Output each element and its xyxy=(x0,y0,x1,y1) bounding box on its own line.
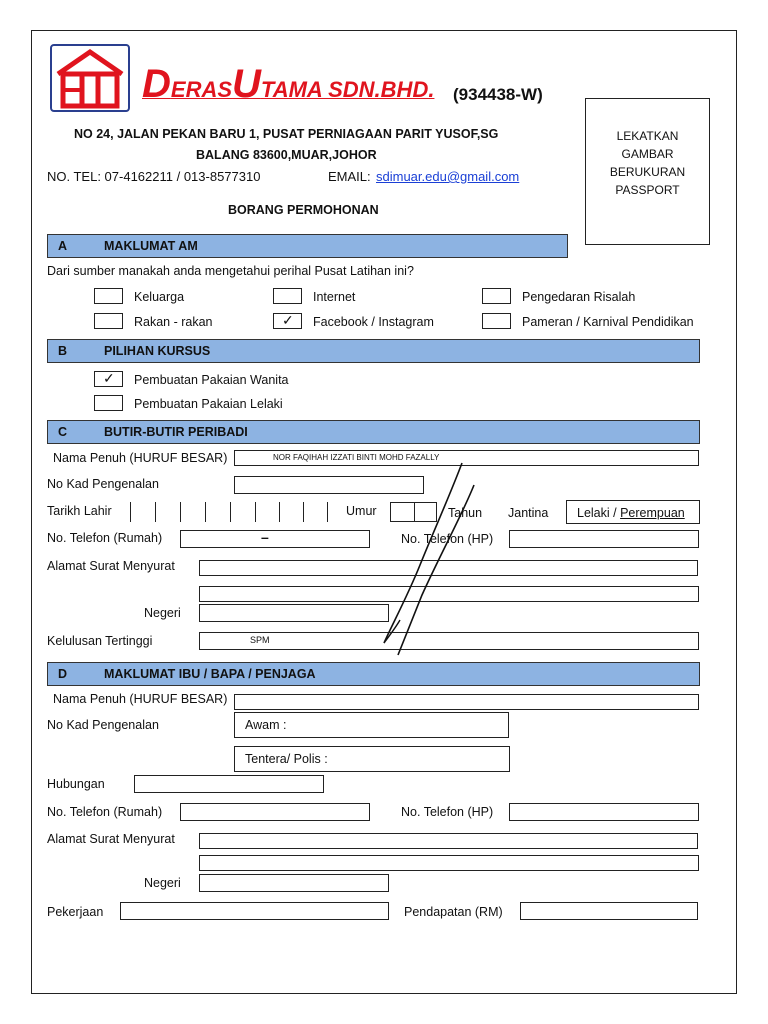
education-label: Kelulusan Tertinggi xyxy=(47,634,153,648)
state-label: Negeri xyxy=(144,606,181,620)
form-title: BORANG PERMOHONAN xyxy=(228,203,379,217)
guardian-ic-civil-field[interactable] xyxy=(234,712,509,738)
option-label: Pameran / Karnival Pendidikan xyxy=(522,315,694,329)
phone-home-value: – xyxy=(261,529,269,545)
email-link[interactable]: sdimuar.edu@gmail.com xyxy=(376,169,520,184)
option-label: Pembuatan Pakaian Wanita xyxy=(134,373,289,387)
source-question: Dari sumber manakah anda mengetahui perihal Pusat Latihan ini? xyxy=(47,264,414,278)
checkbox-pameran[interactable] xyxy=(482,313,511,329)
section-title: BUTIR-BUTIR PERIBADI xyxy=(104,425,248,439)
phone-home-label: No. Telefon (Rumah) xyxy=(47,531,163,545)
dob-field[interactable] xyxy=(130,502,328,522)
phone-home-field[interactable] xyxy=(180,530,370,548)
option-label: Rakan - rakan xyxy=(134,315,213,329)
age-label: Umur xyxy=(346,504,377,518)
section-letter: D xyxy=(58,667,68,681)
ic-label: No Kad Pengenalan xyxy=(47,477,159,491)
guardian-ic-military-field[interactable] xyxy=(234,746,510,772)
checkbox-pakaian-wanita[interactable]: ✓ xyxy=(94,371,123,387)
phone-hp-field[interactable] xyxy=(509,530,699,548)
option-label: Internet xyxy=(313,290,356,304)
dob-divider xyxy=(155,502,156,522)
dob-divider xyxy=(255,502,256,522)
gender-option-female: Perempuan xyxy=(620,506,685,520)
dob-divider xyxy=(230,502,231,522)
section-letter: A xyxy=(58,239,68,253)
ic-civil-label: Awam : xyxy=(245,718,287,732)
checkbox-pakaian-lelaki[interactable] xyxy=(94,395,123,411)
education-value: SPM xyxy=(250,635,270,645)
section-title: MAKLUMAT AM xyxy=(104,239,198,253)
guardian-state-field[interactable] xyxy=(199,874,389,892)
checkbox-keluarga[interactable] xyxy=(94,288,123,304)
checkbox-facebook[interactable]: ✓ xyxy=(273,313,302,329)
guardian-address-line-2-field[interactable] xyxy=(199,855,699,871)
photo-box-line: LEKATKAN xyxy=(616,129,679,143)
photo-box-line: PASSPORT xyxy=(615,183,680,197)
section-title: MAKLUMAT IBU / BAPA / PENJAGA xyxy=(104,667,316,681)
checkbox-rakan[interactable] xyxy=(94,313,123,329)
option-label: Pembuatan Pakaian Lelaki xyxy=(134,397,283,411)
year-label: Tahun xyxy=(448,506,483,520)
job-field[interactable] xyxy=(120,902,389,920)
pen-strokes xyxy=(370,455,483,660)
guardian-phone-hp-label: No. Telefon (HP) xyxy=(401,805,494,819)
dob-divider xyxy=(303,502,304,522)
job-label: Pekerjaan xyxy=(47,905,104,919)
guardian-phone-home-label: No. Telefon (Rumah) xyxy=(47,805,163,819)
option-label: Keluarga xyxy=(134,290,185,304)
gender-option-male: Lelaki / xyxy=(577,506,621,520)
section-b-header xyxy=(47,339,700,363)
section-letter: B xyxy=(58,344,68,358)
photo-box-line: BERUKURAN xyxy=(609,165,686,179)
address-label: Alamat Surat Menyurat xyxy=(47,559,175,573)
dob-divider xyxy=(279,502,280,522)
checkbox-internet[interactable] xyxy=(273,288,302,304)
company-name: DERASUTAMA SDN.BHD. xyxy=(142,62,435,106)
name-label: Nama Penuh (HURUF BESAR) xyxy=(53,451,228,465)
guardian-phone-home-field[interactable] xyxy=(180,803,370,821)
section-letter: C xyxy=(58,425,68,439)
address-line-1: NO 24, JALAN PEKAN BARU 1, PUSAT PERNIAGAAN PARIT YUSOF,SG xyxy=(74,127,499,141)
telephone-line: NO. TEL: 07-4162211 / 013-8577310 xyxy=(47,169,261,184)
name-value: NOR FAQIHAH IZZATI BINTI MOHD FAZALLY xyxy=(273,453,440,462)
dob-label: Tarikh Lahir xyxy=(47,504,112,518)
section-title: PILIHAN KURSUS xyxy=(104,344,211,358)
guardian-name-label: Nama Penuh (HURUF BESAR) xyxy=(53,692,228,706)
registration-number: (934438-W) xyxy=(453,85,543,104)
phone-hp-label: No. Telefon (HP) xyxy=(401,532,494,546)
guardian-name-field[interactable] xyxy=(234,694,699,710)
address-line-2: BALANG 83600,MUAR,JOHOR xyxy=(196,148,377,162)
gender-field[interactable] xyxy=(566,500,700,524)
checkbox-risalah[interactable] xyxy=(482,288,511,304)
section-d-header xyxy=(47,662,700,686)
option-label: Facebook / Instagram xyxy=(313,315,434,329)
guardian-phone-hp-field[interactable] xyxy=(509,803,699,821)
gender-label: Jantina xyxy=(508,506,549,520)
relation-label: Hubungan xyxy=(47,777,105,791)
option-label: Pengedaran Risalah xyxy=(522,290,636,304)
dob-divider xyxy=(180,502,181,522)
income-field[interactable] xyxy=(520,902,698,920)
dob-divider xyxy=(205,502,206,522)
guardian-ic-label: No Kad Pengenalan xyxy=(47,718,159,732)
email-label: EMAIL: xyxy=(328,169,371,184)
photo-box-line: GAMBAR xyxy=(621,147,674,161)
income-label: Pendapatan (RM) xyxy=(404,905,503,919)
section-c-header xyxy=(47,420,700,444)
relation-field[interactable] xyxy=(134,775,324,793)
guardian-address-line-1-field[interactable] xyxy=(199,833,698,849)
section-a-header xyxy=(47,234,568,258)
state-field[interactable] xyxy=(199,604,389,622)
guardian-state-label: Negeri xyxy=(144,876,181,890)
company-logo xyxy=(50,44,130,112)
ic-military-label: Tentera/ Polis : xyxy=(245,752,328,766)
guardian-address-label: Alamat Surat Menyurat xyxy=(47,832,175,846)
passport-photo-box xyxy=(585,98,710,245)
